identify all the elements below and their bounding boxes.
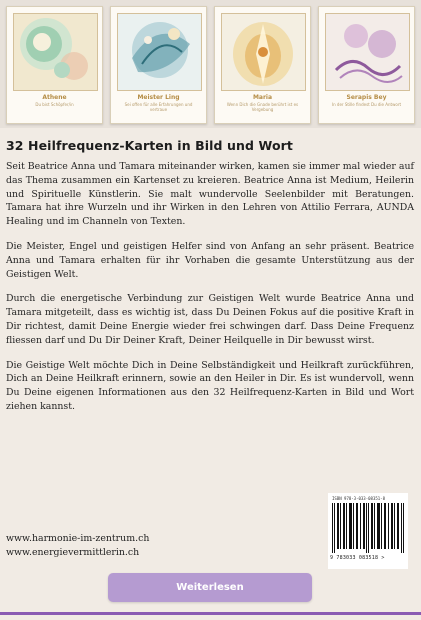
read-more-button[interactable]: Weiterlesen — [108, 573, 312, 602]
barcode-number: 9 783033 083518 > — [330, 555, 385, 561]
barcode-icon — [332, 503, 404, 553]
card-subtitle: Wenn Dich die Gnade berührt ist es Vergebung — [226, 102, 299, 112]
card-serapis-bey — [318, 6, 415, 124]
card-title: Athene — [42, 94, 67, 101]
section-heading: 32 Heilfrequenz-Karten in Bild und Wort — [6, 138, 294, 153]
link-energievermittlerin[interactable]: www.energievermittlerin.ch — [6, 547, 140, 558]
card-art-meister-ling — [117, 13, 202, 91]
description-section — [6, 138, 414, 425]
card-title: Meister Ling — [137, 94, 180, 101]
card-subtitle: Sei offen für alle Erfahrungen und vertraue — [124, 102, 193, 112]
isbn-barcode — [328, 493, 408, 569]
card-meister-ling — [110, 6, 207, 124]
card-art-maria — [221, 13, 306, 91]
paragraph: Seit Beatrice Anna und Tamara miteinander wirken, kamen sie immer mal wieder auf das Thema zusammen ein Kartenset zu kreieren. Beatrice Anna ist Medium, Heilerin und Spirituelle Künstlerin. Sie malt wundervolle Seelenbilder mit Beratungen. Tamara hat ihre Wurzeln und ihr Wirken in den Lehren von Attilio Ferrara, AUNDA Healing und im Channeln von Texten. — [6, 161, 414, 228]
card-title: Serapis Bey — [346, 94, 387, 101]
paragraph: Die Geistige Welt möchte Dich in Deine Selbständigkeit und Heilkraft zurückführen, Dich an Deine Heilkraft erinnern, sowie an den Heiler in Dir. Es ist wundervoll, wenn Du Deine eigenen Informationen aus den 32 Heilfrequenz-Karten in Bild und Wort ziehen kannst. — [6, 359, 414, 412]
card-subtitle: In der Stille findest Du die Antwort — [331, 102, 402, 107]
card-preview-strip — [0, 0, 421, 128]
card-maria — [214, 6, 311, 124]
link-harmonie-im-zentrum[interactable]: www.harmonie-im-zentrum.ch — [6, 533, 150, 544]
accent-divider — [0, 612, 421, 615]
card-subtitle: Du bist Schöpfer/in — [35, 102, 74, 107]
card-athene — [6, 6, 103, 124]
isbn-text: ISBN 978-3-033-08351-8 — [332, 496, 385, 501]
paragraph: Durch die energetische Verbindung zur Geistigen Welt wurde Beatrice Anna und Tamara mitgeteilt, dass es wichtig ist, dass Du Deinen Fokus auf die positive Kraft in Dir richtest, damit Deine Energie wieder frei schwingen darf. Dass Deine Frequenz fliessen darf und Du Dir Deiner Kraft, Deiner Heilquelle in Dir bewusst wirst. — [6, 293, 414, 346]
card-art-athene — [13, 13, 98, 91]
paragraph: Die Meister, Engel und geistigen Helfer sind von Anfang an sehr präsent. Beatrice Anna und Tamara erhalten für ihr Vorhaben die gesamte Unterstützung aus der Geistigen Welt. — [6, 240, 414, 280]
card-art-serapis-bey — [325, 13, 410, 91]
card-title: Maria — [252, 94, 273, 101]
website-links — [6, 532, 149, 560]
